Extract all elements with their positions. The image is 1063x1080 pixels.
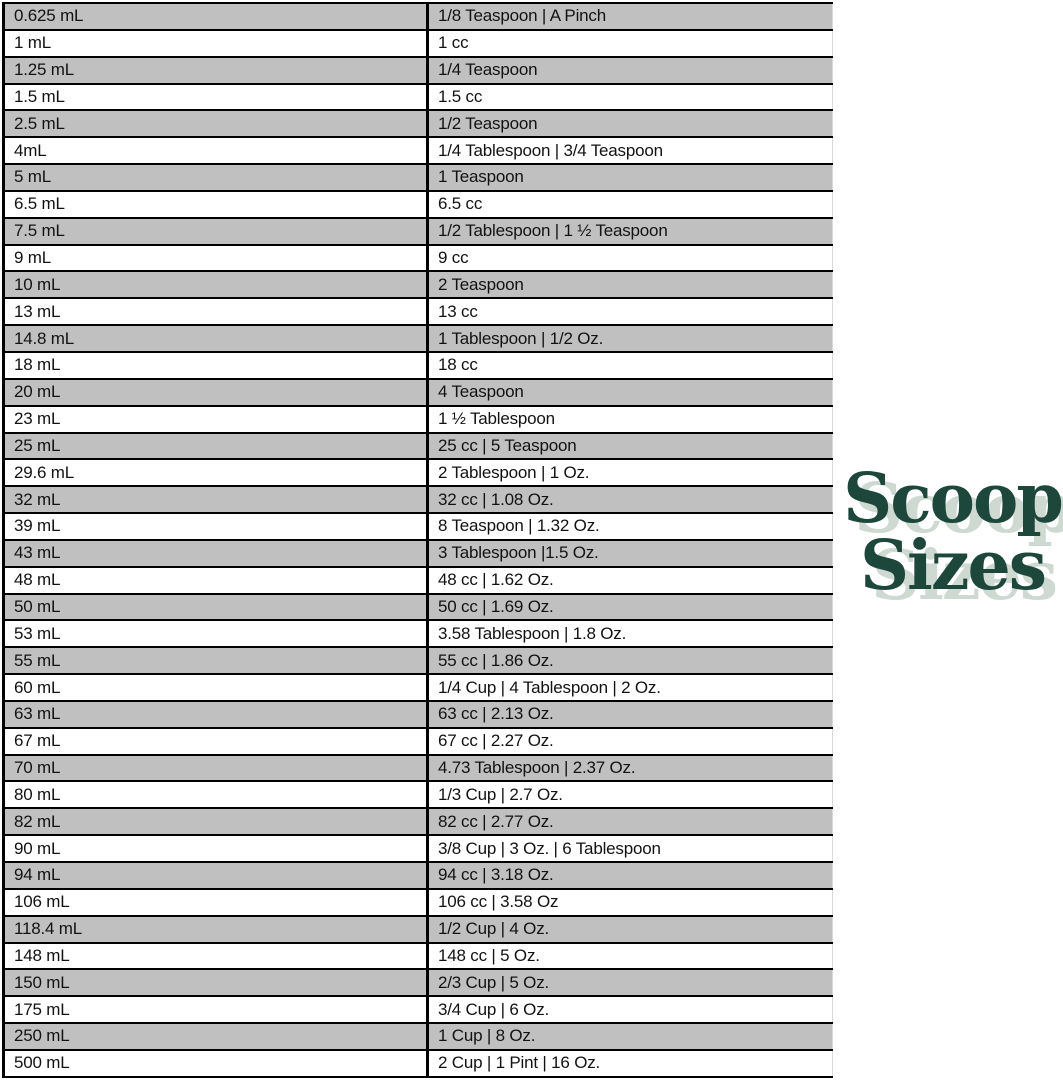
table-row [4,889,833,916]
ml-cell: 148 mL [4,943,428,970]
table-row [4,647,833,674]
table-row [4,701,833,728]
ml-cell: 250 mL [4,1023,428,1050]
table-row [4,245,833,272]
table-row [4,486,833,513]
conversion-cell: 3/8 Cup | 3 Oz. | 6 Tablespoon [428,835,833,862]
table-row [4,84,833,111]
conversion-cell: 2 Teaspoon [428,271,833,298]
conversion-cell: 1.5 cc [428,84,833,111]
ml-cell: 1 mL [4,30,428,57]
ml-cell: 150 mL [4,969,428,996]
table-row [4,191,833,218]
table-row [4,808,833,835]
table-row [4,325,833,352]
table-row [4,406,833,433]
conversion-cell: 1/4 Tablespoon | 3/4 Teaspoon [428,137,833,164]
ml-cell: 10 mL [4,271,428,298]
conversion-cell: 1/2 Teaspoon [428,110,833,137]
conversion-cell: 1/8 Teaspoon | A Pinch [428,3,833,30]
conversion-cell: 50 cc | 1.69 Oz. [428,594,833,621]
table-row [4,674,833,701]
ml-cell: 4mL [4,137,428,164]
conversion-cell: 2/3 Cup | 5 Oz. [428,969,833,996]
logo-line-1: Scoop [843,459,1062,539]
table-row [4,781,833,808]
ml-cell: 118.4 mL [4,916,428,943]
conversion-cell: 148 cc | 5 Oz. [428,943,833,970]
table-row [4,110,833,137]
table-row [4,943,833,970]
table-row [4,567,833,594]
conversion-cell: 1/2 Tablespoon | 1 ½ Teaspoon [428,218,833,245]
ml-cell: 43 mL [4,540,428,567]
ml-cell: 500 mL [4,1050,428,1077]
ml-cell: 5 mL [4,164,428,191]
conversion-cell: 8 Teaspoon | 1.32 Oz. [428,513,833,540]
table-row [4,969,833,996]
ml-cell: 48 mL [4,567,428,594]
conversion-cell: 4.73 Tablespoon | 2.37 Oz. [428,755,833,782]
conversion-cell: 82 cc | 2.77 Oz. [428,808,833,835]
ml-cell: 1.5 mL [4,84,428,111]
table-row [4,298,833,325]
ml-cell: 67 mL [4,728,428,755]
ml-cell: 55 mL [4,647,428,674]
ml-cell: 39 mL [4,513,428,540]
conversion-cell: 1 Cup | 8 Oz. [428,1023,833,1050]
ml-cell: 50 mL [4,594,428,621]
table-row [4,594,833,621]
table-row [4,1050,833,1077]
conversion-cell: 13 cc [428,298,833,325]
table-row [4,433,833,460]
conversion-cell: 1 Teaspoon [428,164,833,191]
scoop-sizes-logo [842,459,1063,607]
ml-cell: 29.6 mL [4,459,428,486]
table-row [4,379,833,406]
table-row [4,755,833,782]
table-row [4,459,833,486]
ml-cell: 9 mL [4,245,428,272]
conversion-cell: 32 cc | 1.08 Oz. [428,486,833,513]
ml-cell: 1.25 mL [4,57,428,84]
ml-cell: 20 mL [4,379,428,406]
ml-cell: 60 mL [4,674,428,701]
conversion-cell: 3 Tablespoon |1.5 Oz. [428,540,833,567]
ml-cell: 80 mL [4,781,428,808]
ml-cell: 175 mL [4,996,428,1023]
ml-cell: 70 mL [4,755,428,782]
conversion-cell: 1/3 Cup | 2.7 Oz. [428,781,833,808]
table-row [4,352,833,379]
table-row [4,137,833,164]
conversion-cell: 25 cc | 5 Teaspoon [428,433,833,460]
ml-cell: 0.625 mL [4,3,428,30]
conversion-table [2,2,833,1078]
ml-cell: 82 mL [4,808,428,835]
table-row [4,164,833,191]
ml-cell: 6.5 mL [4,191,428,218]
ml-cell: 32 mL [4,486,428,513]
conversion-cell: 6.5 cc [428,191,833,218]
table-row [4,862,833,889]
conversion-cell: 2 Cup | 1 Pint | 16 Oz. [428,1050,833,1077]
table-row [4,3,833,30]
table-row [4,271,833,298]
logo-line-2: Sizes [859,526,1046,607]
ml-cell: 23 mL [4,406,428,433]
conversion-cell: 63 cc | 2.13 Oz. [428,701,833,728]
conversion-cell: 9 cc [428,245,833,272]
table-row [4,218,833,245]
ml-cell: 14.8 mL [4,325,428,352]
conversion-cell: 1 Tablespoon | 1/2 Oz. [428,325,833,352]
conversion-cell: 94 cc | 3.18 Oz. [428,862,833,889]
conversion-cell: 3/4 Cup | 6 Oz. [428,996,833,1023]
ml-cell: 106 mL [4,889,428,916]
conversion-cell: 4 Teaspoon [428,379,833,406]
conversion-cell: 2 Tablespoon | 1 Oz. [428,459,833,486]
table-row [4,540,833,567]
conversion-cell: 67 cc | 2.27 Oz. [428,728,833,755]
conversion-cell: 1/4 Cup | 4 Tablespoon | 2 Oz. [428,674,833,701]
conversion-cell: 1/4 Teaspoon [428,57,833,84]
ml-cell: 90 mL [4,835,428,862]
conversion-cell: 106 cc | 3.58 Oz [428,889,833,916]
conversion-cell: 1 cc [428,30,833,57]
conversion-cell: 3.58 Tablespoon | 1.8 Oz. [428,620,833,647]
table-row [4,1023,833,1050]
table-row [4,996,833,1023]
conversion-cell: 48 cc | 1.62 Oz. [428,567,833,594]
table-row [4,513,833,540]
ml-cell: 63 mL [4,701,428,728]
conversion-cell: 18 cc [428,352,833,379]
conversion-cell: 1 ½ Tablespoon [428,406,833,433]
table-row [4,57,833,84]
ml-cell: 7.5 mL [4,218,428,245]
table-row [4,728,833,755]
table-row [4,30,833,57]
table-row [4,916,833,943]
table-row [4,835,833,862]
conversion-cell: 55 cc | 1.86 Oz. [428,647,833,674]
ml-cell: 94 mL [4,862,428,889]
ml-cell: 53 mL [4,620,428,647]
ml-cell: 2.5 mL [4,110,428,137]
ml-cell: 18 mL [4,352,428,379]
conversion-cell: 1/2 Cup | 4 Oz. [428,916,833,943]
table-row [4,620,833,647]
ml-cell: 13 mL [4,298,428,325]
ml-cell: 25 mL [4,433,428,460]
